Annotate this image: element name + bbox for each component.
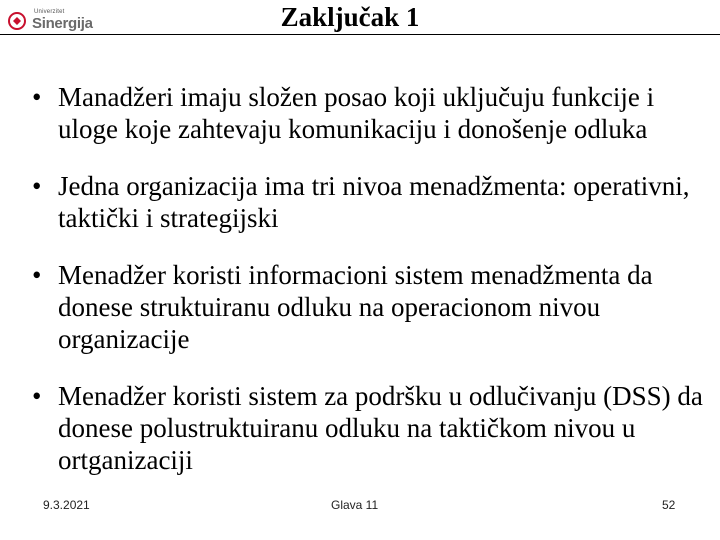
bullet-text: Menadžer koristi sistem za podršku u odlučivanju (DSS) da donese polustruktuiranu odluku na taktičkom nivou u ortganizaciji — [58, 381, 703, 475]
page-number: 52 — [662, 498, 676, 512]
slide-title: Zaključak 1 — [280, 2, 420, 32]
bullet-list — [32, 81, 708, 501]
bullet-item — [32, 81, 708, 145]
footer-chapter: Glava 11 — [331, 498, 379, 512]
bullet-item — [32, 259, 708, 355]
bullet-item — [32, 380, 708, 476]
bullet-text: Jedna organizacija ima tri nivoa menadžmenta: operativni, taktički i strategijski — [58, 171, 690, 233]
bullet-text: Manadžeri imaju složen posao koji uključuju funkcije i uloge koje zahtevaju komunikaciju i donošenje odluka — [58, 82, 655, 144]
bullet-text: Menadžer koristi informacioni sistem menadžmenta da donese struktuiranu odluku na operacionom nivou organizacije — [58, 260, 653, 354]
title-divider — [0, 34, 720, 35]
bullet-marker: • — [32, 260, 42, 290]
bullet-marker: • — [32, 381, 42, 411]
bullet-marker: • — [32, 171, 42, 201]
bullet-item — [32, 170, 708, 234]
logo-name: Sinergija — [32, 15, 93, 32]
footer-date: 9.3.2021 — [43, 498, 90, 512]
logo-small-text: Univerzitet — [34, 9, 65, 15]
bullet-marker: • — [32, 82, 42, 112]
